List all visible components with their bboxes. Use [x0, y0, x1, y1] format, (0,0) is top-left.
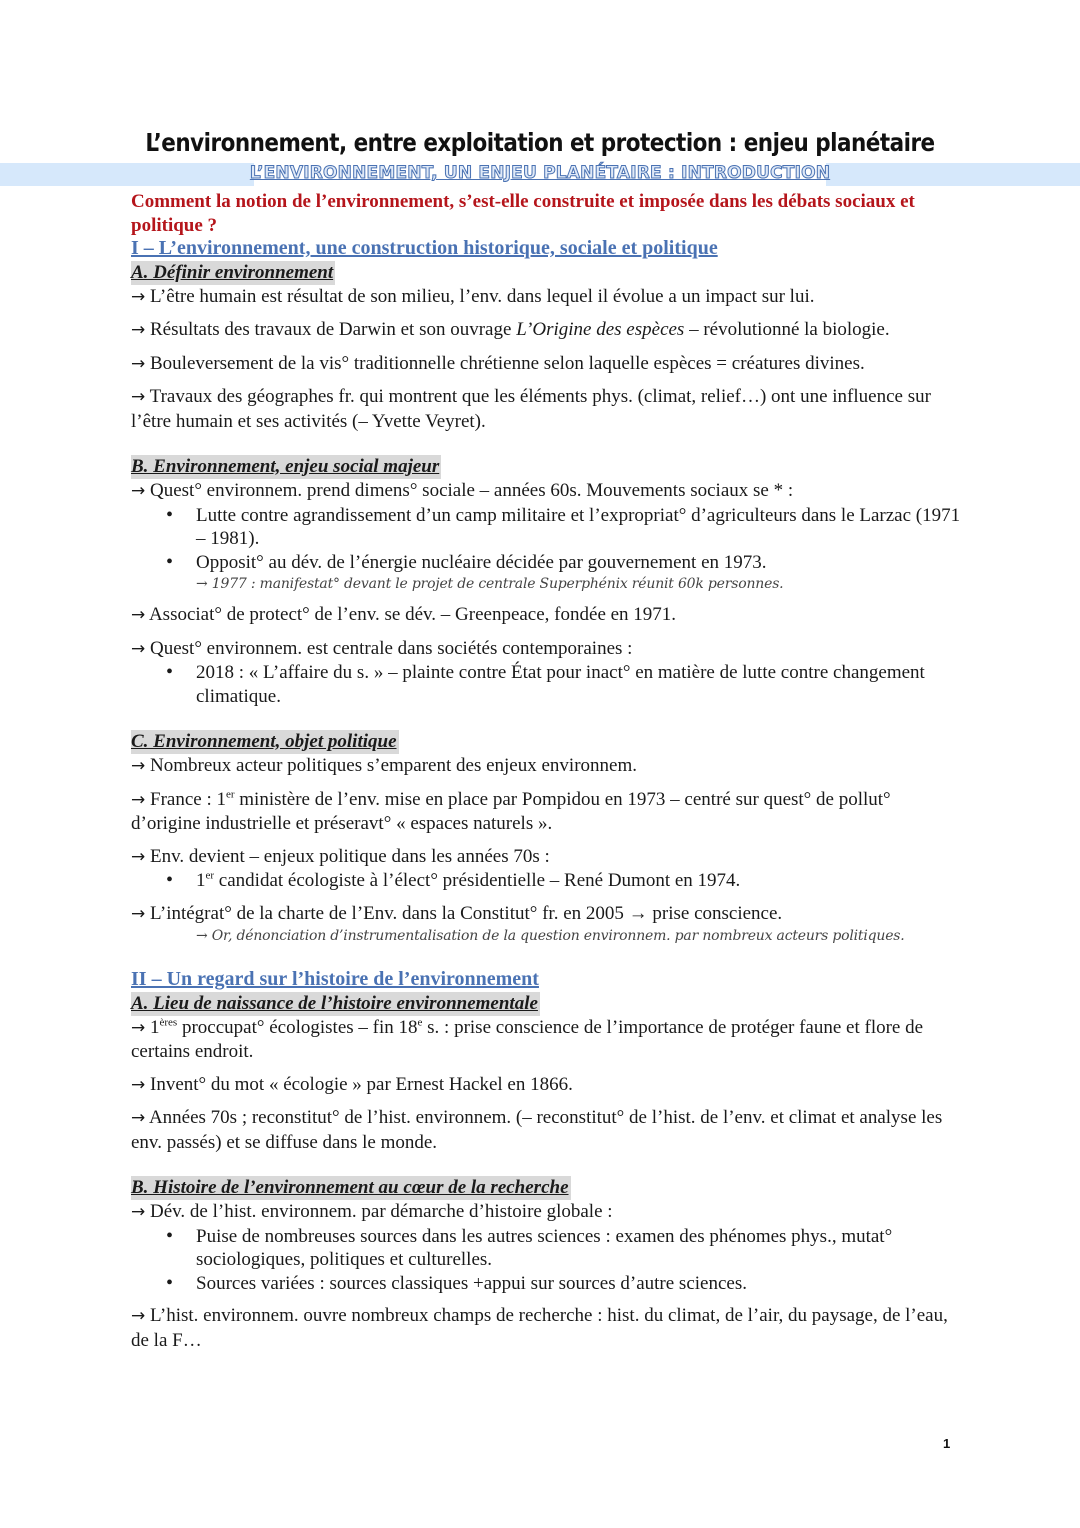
arrow-icon: →	[131, 1017, 146, 1038]
arrow-icon: →	[131, 320, 146, 340]
arrow-icon: →	[131, 638, 146, 659]
list-item: → France : 1er ministère de l’env. mise en place par Pompidou en 1973 – centré sur quest° de pollut° d’origine industrielle et préseravt° « espaces naturels ».	[131, 788, 891, 834]
arrow-icon: →	[131, 1074, 146, 1095]
page-subtitle: L’ENVIRONNEMENT, UN ENJEU PLANÉTAIRE : INTRODUCTION	[249, 163, 831, 183]
bullet-item: • Opposit° au dév. de l’énergie nucléaire décidée par gouvernement en 1973.	[196, 551, 961, 575]
arrow-icon: →	[131, 903, 146, 924]
arrow-icon: →	[131, 1306, 146, 1326]
arrow-icon: →	[131, 353, 146, 374]
list-item: → Dév. de l’hist. environnem. par démarche d’histoire globale :	[131, 1201, 613, 1222]
list-item: → Env. devient – enjeux politique dans les années 70s :	[131, 845, 550, 867]
bullet-list	[131, 1225, 961, 1296]
list-item: → Nombreux acteur politiques s’emparent des enjeux environnem.	[131, 755, 637, 776]
list-item: → Invent° du mot « écologie » par Ernest Hackel en 1866.	[131, 1073, 573, 1095]
list-item: → Résultats des travaux de Darwin et son ouvrage L’Origine des espèces – révolutionné la biologie.	[131, 319, 890, 340]
arrow-icon: →	[131, 789, 146, 810]
bullet-item: • 2018 : « L’affaire du s. » – plainte contre État pour inact° en matière de lutte contre changement climatique.	[196, 661, 961, 708]
handwritten-note: → 1977 : manifestat° devant le projet de centrale Superphénix réunit 60k personnes.	[196, 576, 784, 592]
list-item: → L’hist. environnem. ouvre nombreux champs de recherche : hist. du climat, de l’air, du paysage, de l’eau, de la F…	[131, 1305, 948, 1351]
bullet-list	[131, 504, 961, 575]
section-1b-heading: B. Environnement, enjeu social majeur	[131, 456, 440, 477]
guiding-question: Comment la notion de l’environnement, s’est-elle construite et imposée dans les débats sociaux et politique ?	[131, 191, 915, 236]
page-title: L’environnement, entre exploitation et protection : enjeu planétaire	[145, 128, 935, 157]
bullet-item: • Sources variées : sources classiques +appui sur sources d’autre sciences.	[196, 1272, 961, 1296]
list-item: → Bouleversement de la vis° traditionnelle chrétienne selon laquelle espèces = créatures divines.	[131, 352, 865, 374]
list-item: → Associat° de protect° de l’env. se dév. – Greenpeace, fondée en 1971.	[131, 604, 677, 625]
bullet-list	[131, 661, 961, 708]
book-title: L’Origine des espèces	[516, 319, 685, 340]
arrow-icon: →	[131, 605, 146, 625]
section-2b-heading: B. Histoire de l’environnement au cœur de la recherche	[131, 1177, 569, 1198]
arrow-icon: →	[131, 1108, 146, 1128]
list-item: → Travaux des géographes fr. qui montrent que les éléments phys. (climat, relief…) ont une influence sur l’être humain et ses activités (– Yvette Veyret).	[131, 386, 931, 432]
part-1-heading: I – L’environnement, une construction historique, sociale et politique	[131, 237, 718, 259]
bullet-item: • 1er candidat écologiste à l’élect° présidentielle – René Dumont en 1974.	[196, 869, 961, 893]
handwritten-note: → Or, dénonciation d’instrumentalisation de la question environnem. par nombreux acteurs politiques.	[196, 928, 905, 944]
arrow-icon: →	[131, 481, 146, 501]
bullet-list	[131, 869, 961, 893]
part-2-heading: II – Un regard sur l’histoire de l’environnement	[131, 968, 539, 990]
arrow-icon: →	[131, 846, 146, 867]
bullet-item: • Puise de nombreuses sources dans les autres sciences : examen des phénomes phys., mutat° sociologiques, politiques et culturelles.	[196, 1225, 961, 1272]
page-number: 1	[943, 1436, 951, 1451]
arrow-icon: →	[131, 387, 146, 407]
document-body	[131, 190, 961, 1352]
arrow-icon: →	[131, 1202, 146, 1222]
section-1c-heading: C. Environnement, objet politique	[131, 731, 397, 752]
list-item: → 1ères proccupat° écologistes – fin 18e s. : prise conscience de l’importance de protéger faune et flore de certains endroit.	[131, 1016, 924, 1062]
list-item: → L’être humain est résultat de son milieu, l’env. dans lequel il évolue a un impact sur lui.	[131, 285, 815, 307]
list-item: → L’intégrat° de la charte de l’Env. dans la Constitut° fr. en 2005 → prise conscience.	[131, 902, 783, 924]
list-item: → Années 70s ; reconstitut° de l’hist. environnem. (– reconstitut° de l’hist. de l’env. et climat et analyse les env. passés) et se diffuse dans le monde.	[131, 1107, 943, 1153]
list-item: → Quest° environnem. est centrale dans sociétés contemporaines :	[131, 637, 633, 659]
section-1a-heading: A. Définir environnement	[131, 261, 334, 283]
bullet-item: • Lutte contre agrandissement d’un camp militaire et l’expropriat° d’agriculteurs dans le Larzac (1971 – 1981).	[196, 504, 961, 551]
arrow-icon: →	[131, 756, 146, 776]
list-item: → Quest° environnem. prend dimens° sociale – années 60s. Mouvements sociaux se * :	[131, 480, 794, 501]
section-2a-heading: A. Lieu de naissance de l’histoire environnementale	[131, 992, 538, 1014]
arrow-icon: →	[131, 286, 146, 307]
